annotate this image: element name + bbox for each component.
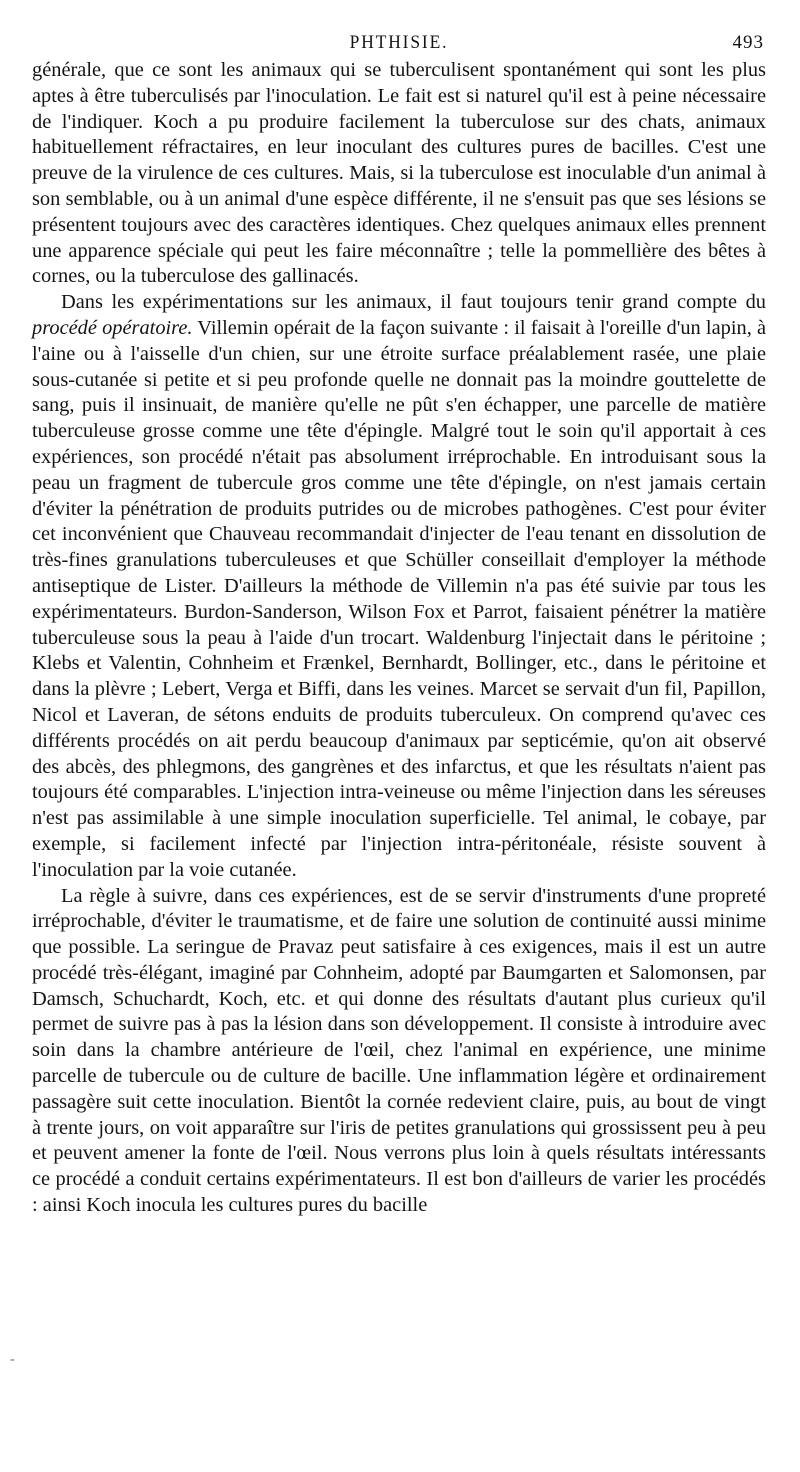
paragraph-3: La règle à suivre, dans ces expériences, est de se servir d'instruments d'une propreté irréprochable, d'éviter le traumatisme, et de faire une solution de continuité aussi minime que possible. La seringue de Pravaz peut satisfaire à ces exigences, mais il est un autre procédé très-élégant, imaginé par Cohnheim, adopté par Baumgarten et Salomonsen, par Damsch, Schuchardt, Koch, etc. et qui donne des résultats d'autant plus curieux qu'il permet de suivre pas à pas la lésion dans son développement. Il consiste à introduire avec soin dans la chambre antérieure de l'œil, chez l'animal en expérience, une minime parcelle de tubercule ou de culture de bacille. Une inflammation légère et ordinairement passagère suit cette inoculation. Bientôt la cornée redevient claire, puis, au bout de vingt à trente jours, on voit apparaître sur l'iris de petites granulations qui grossissent peu à peu et peuvent amener la fonte de l'œil. Nous verrons plus loin à quels résultats intéressants ce procédé a conduit certains expérimentateurs. Il est bon d'ailleurs de varier les procédés : ainsi Koch inocula les cultures pures du bacille [32, 884, 766, 1217]
body-text [32, 58, 766, 1219]
emphasis-procede-operatoire: procédé opératoire. [32, 316, 193, 339]
paragraph-2-start: Dans les expérimentations sur les animaux, il faut toujours tenir grand compte du [61, 291, 766, 314]
paragraph-1: générale, que ce sont les animaux qui se tuberculisent spontanément qui sont les plus aptes à être tuberculisés par l'inoculation. Le fait est si naturel qu'il est à peine nécessaire de l'indiquer. Koch a pu produire facilement la tuberculose sur des chats, animaux habituellement réfractaires, en leur inoculant des cultures pures de bacilles. C'est une preuve de la virulence de ces cultures. Mais, si la tuberculose est inoculable d'un animal à son semblable, ou à un animal d'une espèce différente, il ne s'ensuit pas que ses lésions se présentent toujours avec des caractères identiques. Chez quelques animaux elles prennent une apparence spéciale qui peut les faire méconnaître ; telle la pommellière des bêtes à cornes, ou la tuberculose des gallinacés. [32, 59, 766, 288]
paragraph-2 [32, 290, 766, 883]
paragraph-2-rest: Villemin opérait de la façon suivante : il faisait à l'oreille d'un lapin, à l'aine ou à l'aisselle d'un chien, sur une étroite surface préalablement rasée, une plaie sous-cutanée si petite et si peu profonde quelle ne donnait pas la moindre gouttelette de sang, puis il insinuait, de manière qu'elle ne pût s'en échapper, une parcelle de matière tuberculeuse grosse comme une tête d'épingle. Malgré tout le soin qu'il apportait à ces expériences, son procédé n'était pas absolument irréprochable. En introduisant sous la peau un fragment de tubercule gros comme une tête d'épingle, on n'est jamais certain d'éviter la pénétration de produits putrides ou de microbes pathogènes. C'est pour éviter cet inconvénient que Chauveau recommandait d'injecter de l'eau tenant en dissolution de très-fines granulations tuberculeuses et que Schüller conseillait d'employer la méthode antiseptique de Lister. D'ailleurs la méthode de Villemin n'a pas été suivie par tous les expérimentateurs. Burdon-Sanderson, Wilson Fox et Parrot, faisaient pénétrer la matière tuberculeuse sous la peau à l'aide d'un trocart. Waldenburg l'injectait dans le péritoine ; Klebs et Valentin, Cohnheim et Frænkel, Bernhardt, Bollinger, etc., dans le péritoine et dans la plèvre ; Lebert, Verga et Biffi, dans les veines. Marcet se servait d'un fil, Papillon, Nicol et Laveran, de sétons enduits de produits tuberculeux. On comprend qu'avec ces différents procédés on ait perdu beaucoup d'animaux par septicémie, qu'on ait observé des abcès, des phlegmons, des gangrènes et des infarctus, et que les résultats n'aient pas toujours été comparables. L'injection intra-veineuse ou même l'injection dans les séreuses n'est pas assimilable à une simple inoculation superficielle. Tel animal, le cobaye, par exemple, si facilement infecté par l'injection intra-péritonéale, résiste souvent à l'inoculation par la voie cutanée. [32, 316, 767, 881]
page-number: 493 [732, 32, 764, 53]
book-page [10, 0, 767, 1472]
running-head [32, 0, 766, 58]
running-title: PHTHISIE. [349, 32, 449, 53]
scan-speck-mark: - [10, 1352, 15, 1367]
